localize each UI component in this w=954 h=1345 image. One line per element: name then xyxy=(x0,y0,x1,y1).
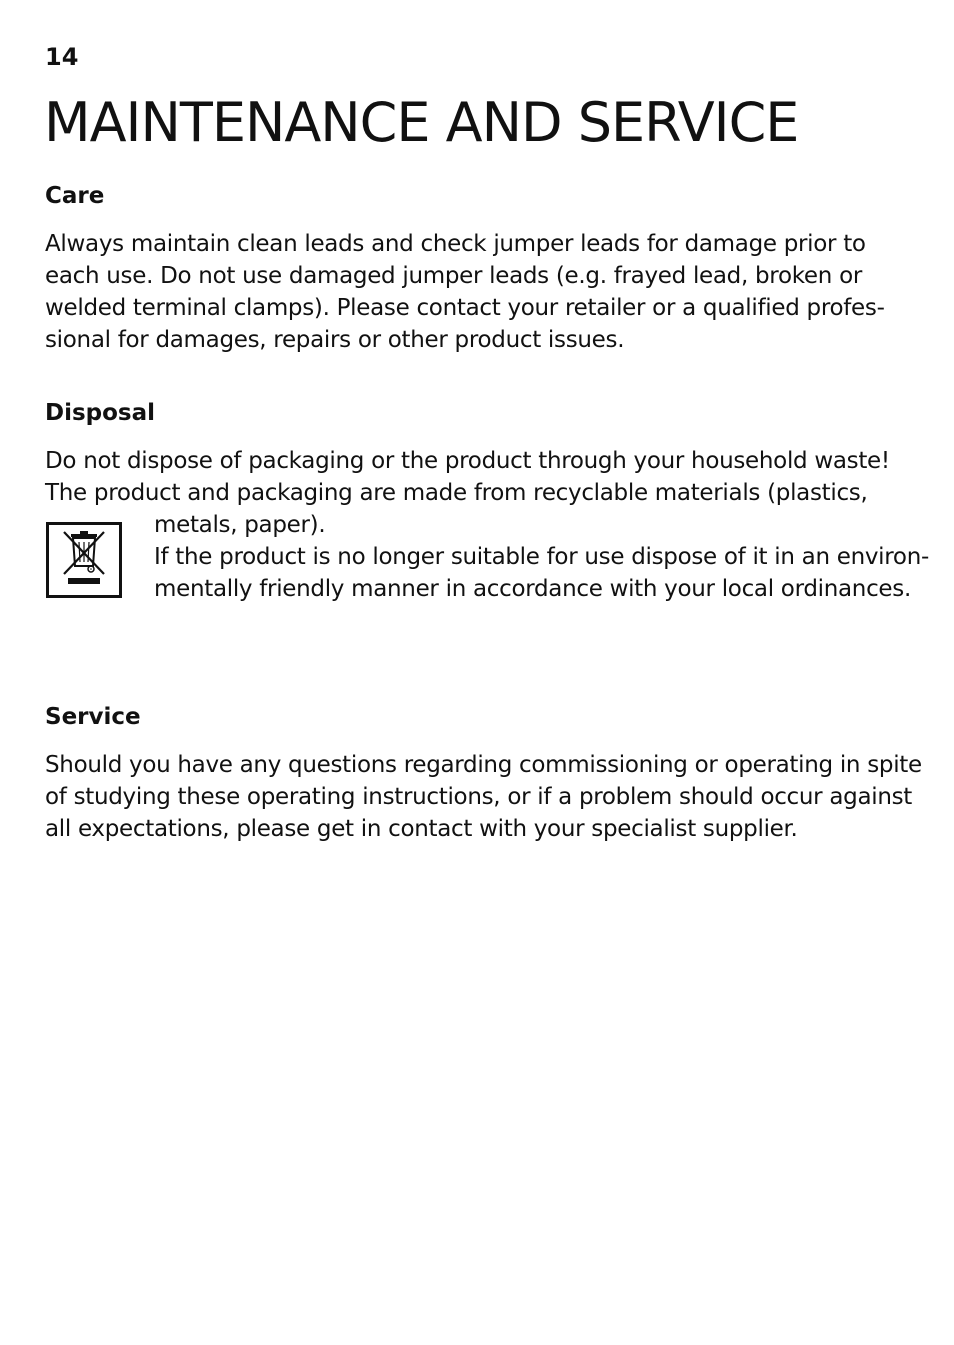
disposal-paragraph xyxy=(45,445,925,509)
crossed-out-wheelie-bin-icon xyxy=(46,522,122,598)
service-heading: Service xyxy=(45,704,141,730)
service-line: all expectations, please get in contact with your specialist supplier. xyxy=(45,816,798,842)
care-line: each use. Do not use damaged jumper leads (e.g. frayed lead, broken or xyxy=(45,263,862,289)
care-line: sional for damages, repairs or other product issues. xyxy=(45,327,625,353)
disposal-line: The product and packaging are made from recyclable materials (plastics, xyxy=(45,480,868,506)
page-title: MAINTENANCE AND SERVICE xyxy=(44,91,799,154)
service-line: Should you have any questions regarding commissioning or operating in spite xyxy=(45,752,922,778)
service-line: of studying these operating instructions, or if a problem should occur against xyxy=(45,784,913,810)
care-line: welded terminal clamps). Please contact your retailer or a qualified profes- xyxy=(45,295,885,321)
care-heading: Care xyxy=(45,183,105,209)
care-paragraph xyxy=(45,228,925,356)
service-paragraph xyxy=(45,749,925,845)
disposal-indented-paragraph xyxy=(154,509,929,605)
disposal-line: Do not dispose of packaging or the product through your household waste! xyxy=(45,448,890,474)
disposal-line: If the product is no longer suitable for use dispose of it in an environ- xyxy=(154,544,929,570)
disposal-line: mentally friendly manner in accordance with your local ordinances. xyxy=(154,576,911,602)
disposal-line: metals, paper). xyxy=(154,512,326,538)
disposal-heading: Disposal xyxy=(45,400,156,426)
page-number: 14 xyxy=(45,43,79,71)
care-line: Always maintain clean leads and check jumper leads for damage prior to xyxy=(45,231,866,257)
